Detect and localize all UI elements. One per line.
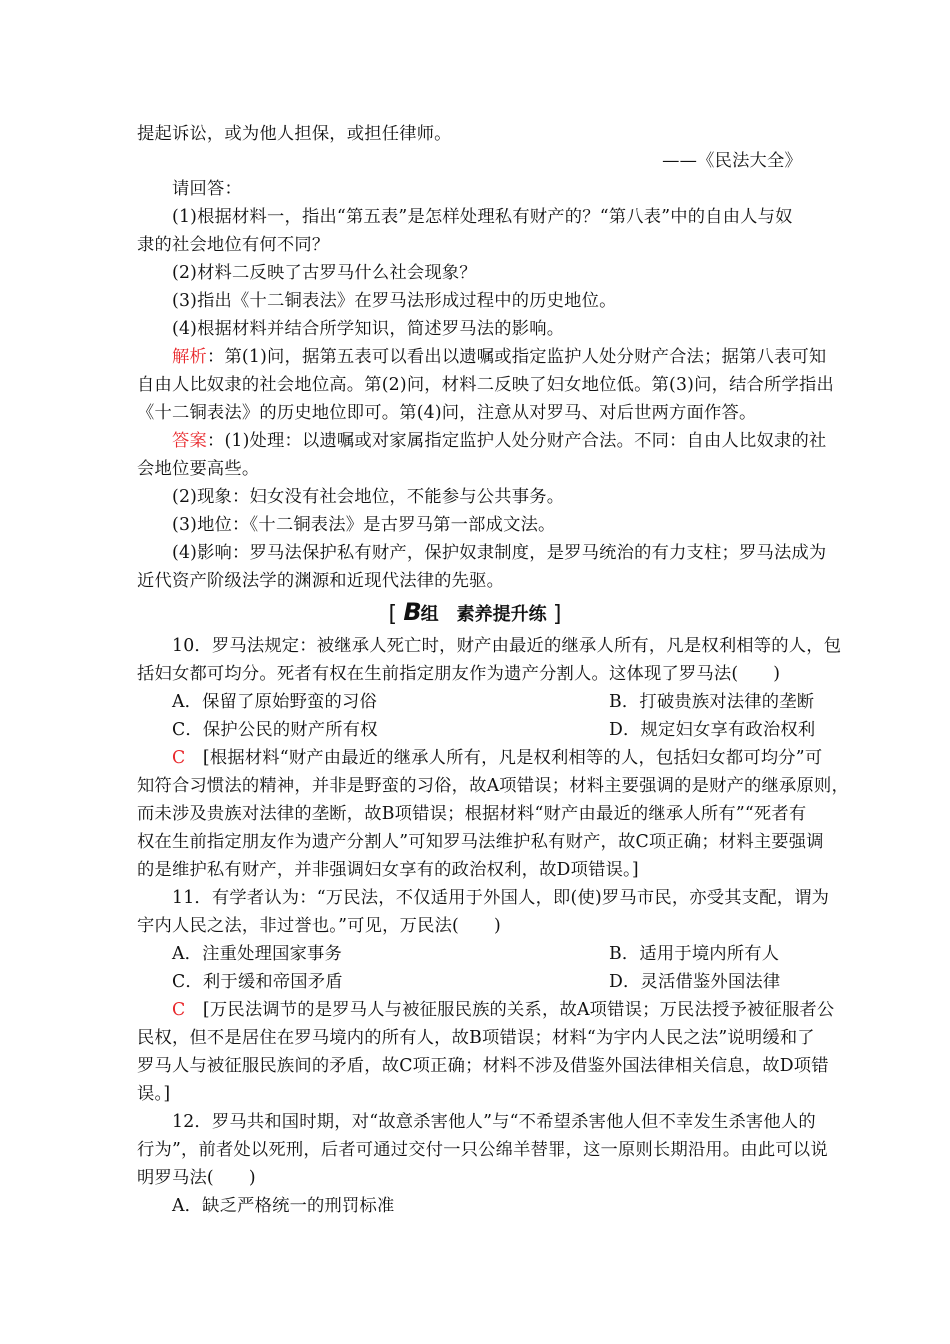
analysis-text: ：第(1)问，据第五表可以看出以遗嘱或指定监护人处分财产合法；据第八表可知	[206, 347, 827, 367]
analysis-line	[172, 345, 827, 369]
q12-stem-cont-2: 明罗马法( )	[137, 1168, 256, 1188]
q11-explanation	[172, 998, 835, 1022]
material-source: ——《民法大全》	[662, 151, 802, 171]
q11-options-row-1	[172, 942, 827, 966]
answer-text: ：(1)处理：以遗嘱或对家属指定监护人处分财产合法。不同：自由人比奴隶的社	[206, 431, 827, 451]
section-title: 组 素养提升练	[420, 604, 547, 625]
answer-2: (2)现象：妇女没有社会地位，不能参与公共事务。	[172, 487, 565, 507]
q10-stem: 10．罗马法规定：被继承人死亡时，财产由最近的继承人所有，凡是权利相等的人，包	[172, 636, 842, 656]
q10-option-b: B．打破贵族对法律的垄断	[609, 692, 815, 712]
analysis-label: 解析	[172, 347, 207, 367]
q12-option-a: A．缺乏严格统一的刑罚标准	[172, 1196, 395, 1216]
material-continuation: 提起诉讼，或为他人担保，或担任律师。	[137, 124, 452, 144]
q12-stem-cont: 行为”，前者处以死刑，后者可通过交付一只公绵羊替罪，这一原则长期沿用。由此可以说	[137, 1140, 828, 1160]
q11-option-d: D．灵活借鉴外国法律	[609, 972, 781, 992]
q10-explanation-2: 知符合习惯法的精神，并非是野蛮的习俗，故A项错误；材料主要强调的是财产的继承原则，	[137, 776, 849, 796]
q10-explanation-4: 权在生前指定朋友作为遗产分割人”可知罗马法维护私有财产，故C项正确；材料主要强调	[137, 832, 824, 852]
heading-bracket-open: [	[388, 602, 398, 627]
q10-option-d: D．规定妇女享有政治权利	[609, 720, 816, 740]
answer-4-cont: 近代资产阶级法学的渊源和近现代法律的先驱。	[137, 571, 505, 591]
subquestion-2: (2)材料二反映了古罗马什么社会现象？	[172, 263, 477, 283]
answer-3: (3)地位：《十二铜表法》是古罗马第一部成文法。	[172, 515, 556, 535]
question-prompt: 请回答：	[172, 179, 242, 199]
heading-bracket-close: ]	[552, 602, 562, 627]
answer-4: (4)影响：罗马法保护私有财产，保护奴隶制度，是罗马统治的有力支柱；罗马法成为	[172, 543, 827, 563]
q11-option-a: A．注重处理国家事务	[172, 944, 343, 964]
answer-line-2: 会地位要高些。	[137, 459, 260, 479]
analysis-line-2: 自由人比奴隶的社会地位高。第(2)问，材料二反映了妇女地位低。第(3)问，结合所学指出	[137, 375, 834, 395]
subquestion-1: (1)根据材料一，指出“第五表”是怎样处理私有财产的？“第八表”中的自由人与奴	[172, 207, 793, 227]
q11-answer: C	[172, 1000, 186, 1020]
q10-explanation-3: 而未涉及贵族对法律的垄断，故B项错误；根据材料“财产由最近的继承人所有”“死者有	[137, 804, 807, 824]
q11-explanation-2: 民权，但不是居住在罗马境内的所有人，故B项错误；材料“为宇内人民之法”说明缓和了	[137, 1028, 815, 1048]
group-letter: B	[403, 598, 421, 626]
q11-option-c: C．利于缓和帝国矛盾	[172, 972, 343, 992]
q10-explanation	[172, 746, 827, 770]
section-heading	[0, 598, 950, 629]
q10-stem-cont: 括妇女都可均分。死者有权在生前指定朋友作为遗产分割人。这体现了罗马法( )	[137, 664, 781, 684]
q11-options-row-2	[172, 970, 827, 994]
q11-explanation-text: [万民法调节的是罗马人与被征服民族的关系，故A项错误；万民法授予被征服者公	[185, 1000, 835, 1020]
q10-option-a: A．保留了原始野蛮的习俗	[172, 692, 377, 712]
q10-option-c: C．保护公民的财产所有权	[172, 720, 378, 740]
q10-explanation-text: [根据材料“财产由最近的继承人所有，凡是权利相等的人，包括妇女都可均分”可	[185, 748, 823, 768]
answer-label: 答案	[172, 431, 207, 451]
q11-option-b: B．适用于境内所有人	[609, 944, 780, 964]
subquestion-3: (3)指出《十二铜表法》在罗马法形成过程中的历史地位。	[172, 291, 617, 311]
q10-explanation-5: 的是维护私有财产，并非强调妇女享有的政治权利，故D项错误。]	[137, 860, 639, 880]
q10-answer: C	[172, 748, 186, 768]
q11-explanation-4: 误。]	[137, 1084, 171, 1104]
q12-stem: 12．罗马共和国时期，对“故意杀害他人”与“不希望杀害他人但不幸发生杀害他人的	[172, 1112, 816, 1132]
subquestion-4: (4)根据材料并结合所学知识，简述罗马法的影响。	[172, 319, 565, 339]
q10-options-row-2	[172, 718, 827, 742]
analysis-line-3: 《十二铜表法》的历史地位即可。第(4)问，注意从对罗马、对后世两方面作答。	[137, 403, 757, 423]
answer-line	[172, 429, 827, 453]
subquestion-1-cont: 隶的社会地位有何不同？	[137, 235, 330, 255]
q11-explanation-3: 罗马人与被征服民族间的矛盾，故C项正确；材料不涉及借鉴外国法律相关信息，故D项错	[137, 1056, 829, 1076]
q10-options-row-1	[172, 690, 827, 714]
q11-stem: 11．有学者认为：“万民法，不仅适用于外国人，即(使)罗马市民，亦受其支配，谓为	[172, 888, 830, 908]
q11-stem-cont: 宇内人民之法，非过誉也。”可见，万民法( )	[137, 916, 501, 936]
